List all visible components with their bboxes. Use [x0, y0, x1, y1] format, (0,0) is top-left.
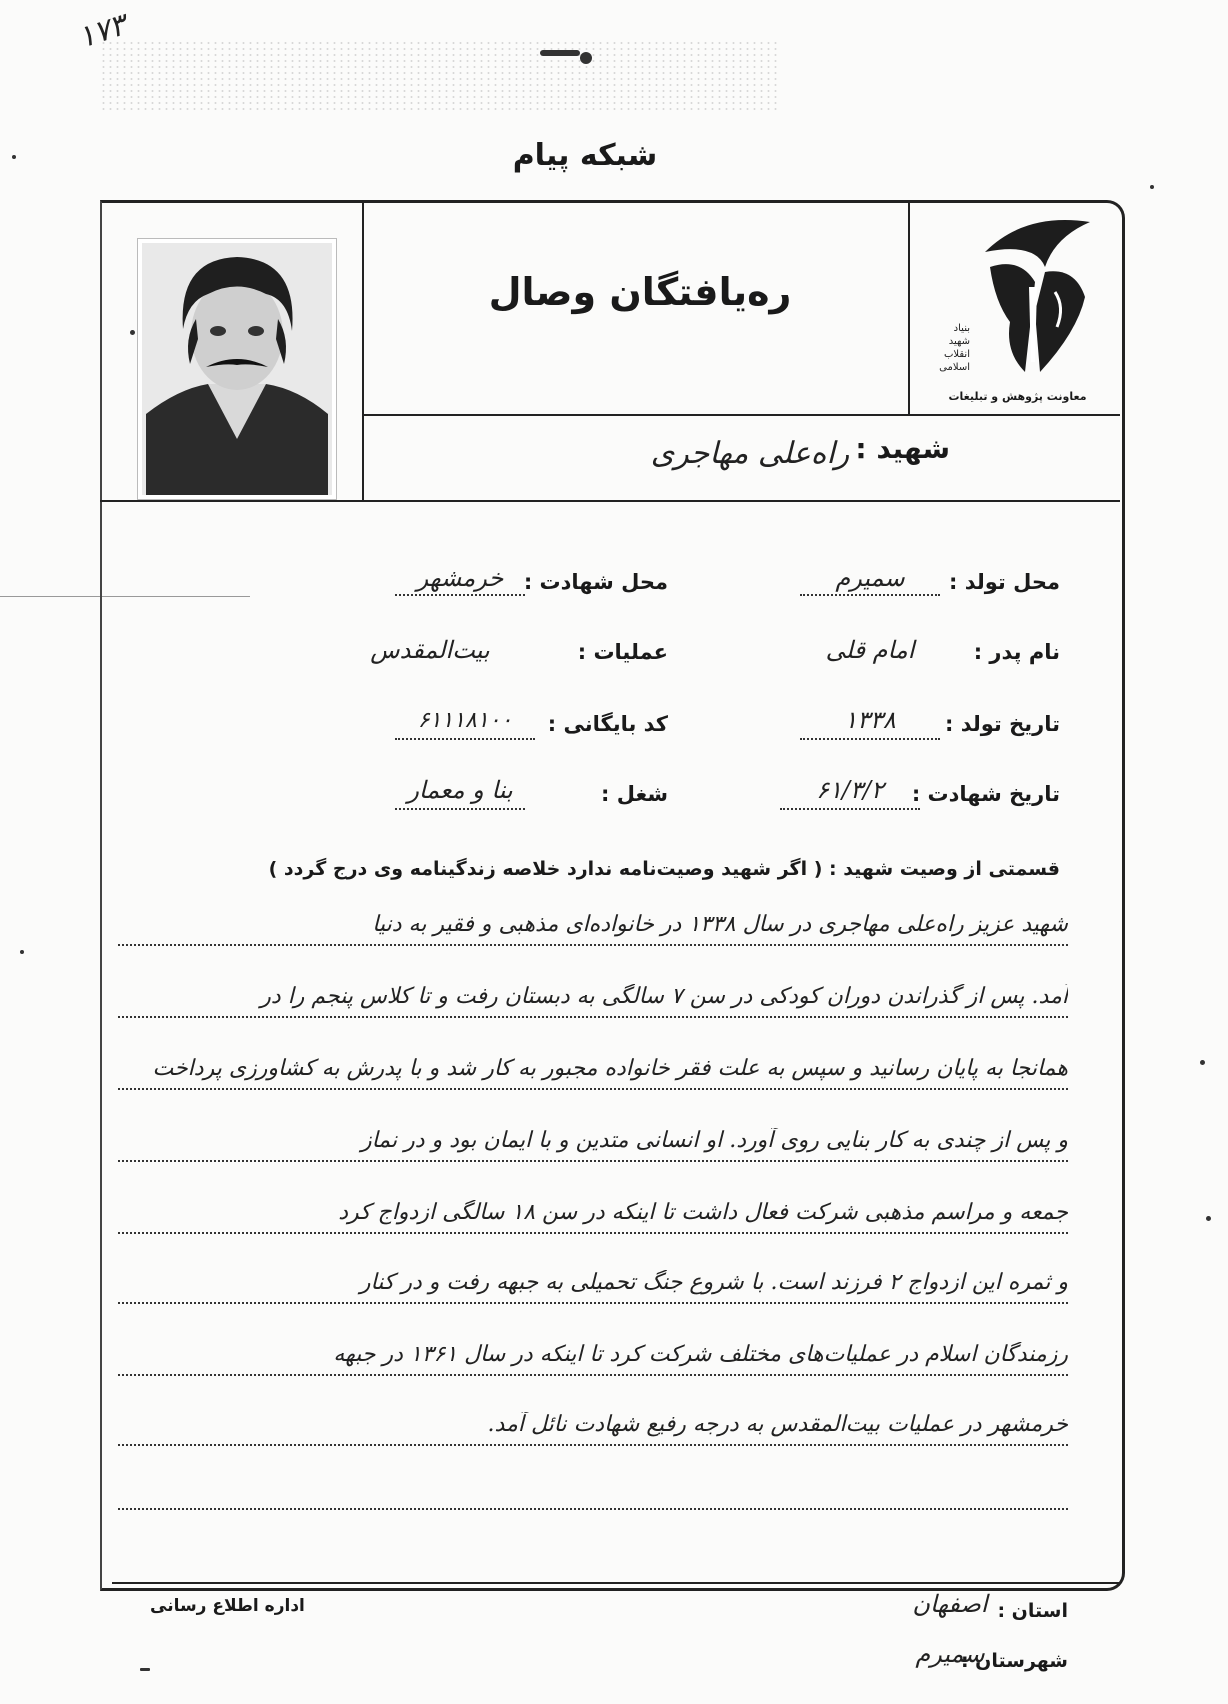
will-line: شهید عزیز راه‌علی مهاجری در سال ۱۳۳۸ در خانواده‌ای مذهبی و فقیر به دنیا: [372, 912, 1068, 937]
publication-title: ره‌یافتگان وصال: [488, 270, 792, 314]
will-dots: [118, 1302, 1068, 1304]
will-line: جمعه و مراسم مذهبی شرکت فعال داشت تا اینکه در سن ۱۸ سالگی ازدواج کرد: [338, 1200, 1068, 1225]
scan-speck: [140, 1668, 150, 1671]
scan-speck: [20, 950, 24, 954]
logo-side-text: بنیاد شهید انقلاب اسلامی: [939, 323, 970, 373]
logo: [925, 212, 1110, 412]
martyrdom-date-value: ۶۱/۳/۲: [816, 776, 884, 804]
operation-value: بیت‌المقدس: [370, 636, 490, 664]
will-dots: [118, 1374, 1068, 1376]
will-dots: [118, 1088, 1068, 1090]
county-value: سمیرم: [915, 1640, 985, 1668]
province-label: استان :: [997, 1600, 1068, 1622]
birth-date-value: ۱۳۳۸: [844, 706, 896, 734]
birth-place-value: سمیرم: [835, 564, 905, 592]
occupation-dots: [395, 808, 525, 810]
martyr-name: راه‌علی مهاجری: [650, 436, 850, 471]
province-value: اصفهان: [912, 1590, 988, 1618]
department-label: اداره اطلاع رسانی: [150, 1596, 305, 1616]
birth-place-dots: [800, 594, 940, 596]
title-divider: [362, 414, 1120, 416]
network-name: شبکه پیام: [512, 138, 658, 173]
will-line: و ثمره این ازدواج ۲ فرزند است. با شروع جنگ تحمیلی به جبهه رفت و در کنار: [359, 1270, 1068, 1295]
will-line: رزمندگان اسلام در عملیات‌های مختلف شرکت کرد تا اینکه در سال ۱۳۶۱ در جبهه: [333, 1342, 1068, 1367]
will-line: همانجا به پایان رسانید و سپس به علت فقر خانواده مجبور به کار شد و با پدرش به کشاورزی پرداخت: [152, 1056, 1068, 1081]
footer-divider: [112, 1582, 1120, 1584]
scan-speck: [580, 52, 592, 64]
martyrdom-place-label: محل شهادت :: [523, 570, 668, 594]
foundation-emblem-icon: [965, 212, 1095, 382]
operation-label: عملیات :: [577, 640, 668, 664]
birth-date-dots: [800, 738, 940, 740]
martyrdom-date-dots: [780, 808, 920, 810]
martyrdom-date-label: تاریخ شهادت :: [911, 782, 1060, 806]
will-heading: قسمتی از وصیت شهید : ( اگر شهید وصیت‌نامه ندارد خلاصه زندگینامه وی درج گردد ): [268, 858, 1060, 880]
birth-place-label: محل تولد :: [949, 570, 1060, 594]
will-dots: [118, 1232, 1068, 1234]
archive-code-dots: [395, 738, 535, 740]
page-number: ۱۷۳: [73, 7, 131, 56]
occupation-label: شغل :: [601, 782, 668, 806]
occupation-value: بنا و معمار: [407, 776, 513, 804]
archive-code-value: ۶۱۱۱۸۱۰۰: [417, 708, 513, 733]
will-line: خرمشهر در عملیات بیت‌المقدس به درجه رفیع شهادت نائل آمد.: [487, 1412, 1068, 1437]
will-dots: [118, 1444, 1068, 1446]
scan-speck: [540, 50, 580, 56]
martyrdom-place-value: خرمشهر: [416, 564, 504, 592]
will-dots: [118, 1160, 1068, 1162]
logo-divider: [908, 203, 910, 415]
will-line: و پس از چندی به کار بنایی روی آورد. او انسانی متدین و با ایمان بود و در نماز: [360, 1128, 1068, 1153]
will-dots: [118, 1508, 1068, 1510]
martyr-portrait-icon: [138, 239, 336, 499]
scan-speck: [1200, 1060, 1205, 1065]
photo-divider: [362, 203, 364, 501]
scan-speck: [1150, 185, 1154, 189]
birth-date-label: تاریخ تولد :: [945, 712, 1060, 736]
martyrdom-place-dots: [395, 594, 525, 596]
scan-speck: [12, 155, 16, 159]
county-label: شهرستان :: [960, 1650, 1068, 1672]
archive-code-label: کد بایگانی :: [547, 712, 668, 736]
will-dots: [118, 1016, 1068, 1018]
martyr-label: شهید :: [855, 432, 950, 465]
scan-speck: [1206, 1216, 1211, 1221]
logo-caption: معاونت پژوهش و تبلیغات: [948, 390, 1087, 403]
father-name-value: امام قلی: [825, 636, 915, 664]
father-name-label: نام پدر :: [973, 640, 1060, 664]
photo-frame: [137, 238, 337, 500]
will-line: آمد. پس از گذراندن دوران کودکی در سن ۷ سالگی به دبستان رفت و تا کلاس پنجم را در: [260, 984, 1068, 1009]
will-dots: [118, 944, 1068, 946]
scan-noise: [100, 40, 780, 110]
